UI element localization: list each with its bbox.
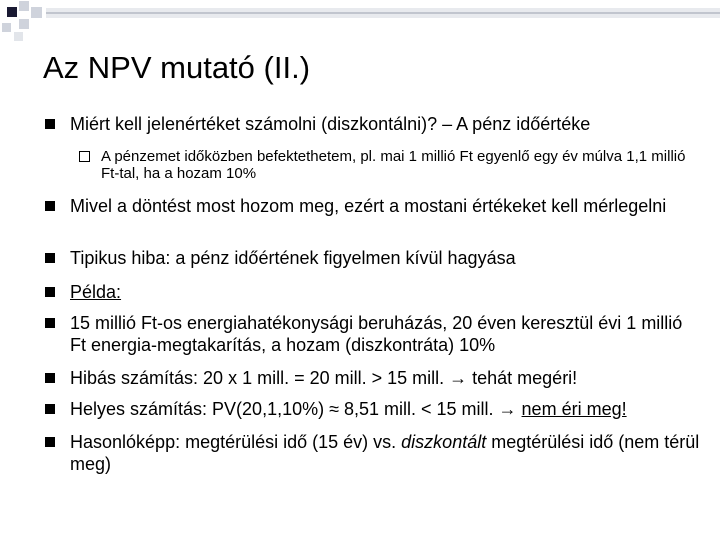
square-bullet-icon: [45, 404, 55, 414]
bullet-emphasis: nem éri meg!: [521, 399, 627, 419]
square-bullet-icon: [45, 201, 55, 211]
hollow-square-bullet-icon: [79, 151, 90, 162]
bullet-text: Példa:: [70, 282, 122, 302]
bullet-text: 15 millió Ft-os energiahatékonysági beruházás, 20 éven keresztül évi 1 millió Ft energia-megtakarítás, a hozam (diszkontráta) 10%: [70, 313, 683, 355]
bullet-item: [70, 312, 700, 356]
bullet-text: Tipikus hiba: a pénz időértének figyelmen kívül hagyása: [70, 248, 516, 268]
sub-bullet-text: A pénzemet időközben befektethetem, pl. mai 1 millió Ft egyenlő egy év múlva 1,1 millió Ft-tal, ha a hozam 10%: [101, 148, 686, 182]
square-bullet-icon: [45, 437, 55, 447]
bullet-item: [70, 398, 700, 420]
square-bullet-icon: [45, 119, 55, 129]
bullet-text: megtérülési idő (nem térül meg): [70, 432, 700, 474]
bullet-text: Mivel a döntést most hozom meg, ezért a mostani értékeket kell mérlegelni: [70, 196, 667, 216]
bullet-item: [70, 113, 700, 135]
bullet-text: Hibás számítás: 20 x 1 mill. = 20 mill. > 15 mill. → tehát megéri!: [70, 368, 578, 388]
slide-title: Az NPV mutató (II.): [43, 50, 311, 85]
decor-square: [2, 23, 11, 32]
bullet-item: [70, 247, 700, 269]
bullet-item: [70, 367, 700, 389]
decor-square: [31, 7, 42, 18]
bullet-item: [70, 431, 700, 475]
bullet-item: [70, 195, 700, 217]
square-bullet-icon: [45, 318, 55, 328]
square-bullet-icon: [45, 253, 55, 263]
bullet-emphasis: diszkontált: [401, 432, 487, 452]
bullet-text: Miért kell jelenértéket számolni (diszkontálni)? – A pénz időértéke: [70, 114, 591, 134]
decor-square: [19, 19, 29, 29]
header-decoration: [0, 0, 720, 46]
sub-bullet-item: [101, 148, 701, 182]
decor-square-dark: [7, 7, 17, 17]
bullet-text: Hasonlóképp: megtérülési idő (15 év) vs.: [70, 432, 402, 452]
square-bullet-icon: [45, 287, 55, 297]
square-bullet-icon: [45, 373, 55, 383]
bullet-item: [70, 281, 700, 303]
decor-square: [19, 1, 29, 11]
bullet-text: Helyes számítás: PV(20,1,10%) ≈ 8,51 mill. < 15 mill. →: [70, 399, 522, 419]
decor-square: [14, 32, 23, 41]
